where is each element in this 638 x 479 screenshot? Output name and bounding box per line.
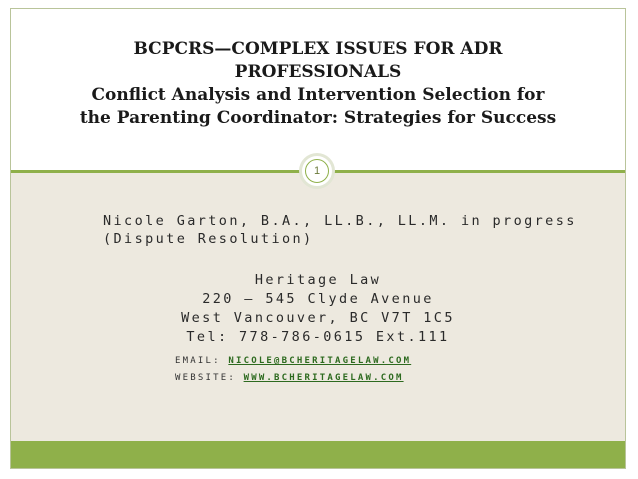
- website-link[interactable]: WWW.BCHERITAGELAW.COM: [243, 373, 404, 383]
- author-credential: (Dispute Resolution): [103, 231, 314, 247]
- website-label: WEBSITE:: [175, 373, 244, 383]
- firm-address-2: West Vancouver, BC V7T 1C5: [181, 310, 455, 326]
- title-line-3: Conflict Analysis and Intervention Selection for: [91, 85, 545, 105]
- email-link[interactable]: NICOLE@BCHERITAGELAW.COM: [228, 356, 412, 366]
- author-name: Nicole Garton, B.A., LL.B., LL.M. in progress: [103, 213, 577, 229]
- slide-number: 1: [313, 165, 321, 177]
- firm-block: [11, 271, 625, 347]
- slide-title: [11, 38, 625, 130]
- firm-phone: Tel: 778-786-0615 Ext.111: [186, 329, 450, 345]
- email-label: EMAIL:: [175, 356, 229, 366]
- contact-block: [175, 353, 411, 387]
- firm-name: Heritage Law: [254, 272, 382, 288]
- email-row: [175, 353, 411, 370]
- website-row: [175, 370, 411, 387]
- title-line-1: BCPCRS—COMPLEX ISSUES FOR ADR: [133, 39, 503, 59]
- author-block: [103, 212, 577, 248]
- slide-number-badge: [299, 153, 335, 189]
- firm-address-1: 220 – 545 Clyde Avenue: [202, 291, 434, 307]
- title-line-2: PROFESSIONALS: [234, 62, 402, 82]
- title-line-4: the Parenting Coordinator: Strategies for Success: [79, 108, 557, 128]
